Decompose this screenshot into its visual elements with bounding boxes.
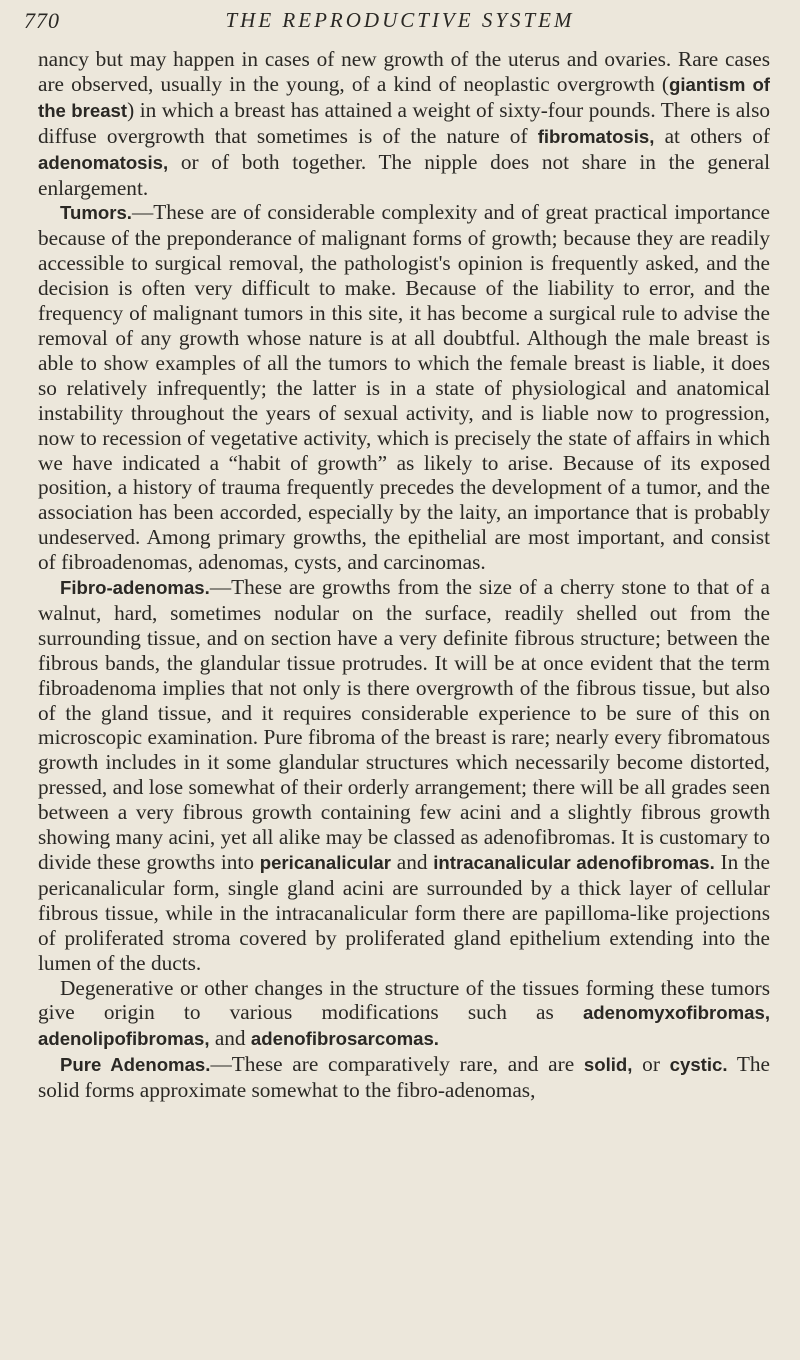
text-run: Degenerative or other changes in the structure of the tissues forming these tumors give origin to various modifications such as (38, 975, 770, 1025)
term-pericanalicular: pericanalicular (259, 852, 391, 873)
text-run: and (209, 1026, 251, 1051)
text-run: and (391, 850, 434, 874)
heading-pure-adenomas: Pure Adenomas. (60, 1054, 211, 1076)
text-run: The solid forms approximate somewhat to the fibro-adenomas, (38, 1052, 770, 1103)
text-run: ) in which a breast has attained a weight of sixty-four pounds. There is also diffuse overgrowth that sometimes is of the nature of (38, 97, 771, 148)
page-number: 770 (24, 8, 60, 33)
paragraph-tumors (38, 200, 770, 575)
text-run: —These are growths from the size of a cherry stone to that of a walnut, hard, sometimes nodular on the surface, readily shelled out from the surrounding tissue, and on section have a very definite fibrous structure; between the fibrous bands, the glandular tissue protrudes. It will be at once evident that the term fibroadenoma implies that not only is there overgrowth of the fibrous tissue, but also of the gland tissue, and it requires considerable experience to be sure of this on microscopic examination. Pure fibroma of the breast is rare; nearly every fibromatous growth includes in it some glandular structures which necessarily become distorted, pressed, and lose somewhat of their orderly arrangement; there will be all grades seen between a very fibrous growth containing few acini and a slightly fibrous growth showing many acini, yet all alike may be classed as adenofibromas. It is customary to divide these growths into (38, 575, 770, 874)
heading-tumors: Tumors. (60, 202, 132, 224)
term-cystic: cystic. (669, 1054, 728, 1076)
text-run: or (632, 1052, 670, 1077)
paragraph-fibro-adenomas (38, 575, 770, 976)
term-intracanalicular: intracanalicular adenofibromas. (433, 852, 715, 873)
text-run: nancy but may happen in cases of new growth of the uterus and ovaries. Rare cases are observed, usually in the young, of a kind of neoplastic overgrowth ( (38, 47, 770, 96)
paragraph-degenerative (38, 976, 770, 1053)
running-head: THE REPRODUCTIVE SYSTEM (225, 8, 575, 32)
term-giantism: giantism of the breast (38, 73, 771, 121)
paragraph-pure-adenomas (38, 1052, 770, 1103)
heading-fibro-adenomas: Fibro-adenomas. (60, 577, 210, 599)
text-run: at others of (654, 123, 770, 148)
term-fibromatosis: fibromatosis, (537, 125, 655, 147)
page-header (0, 6, 800, 46)
body-text (38, 47, 770, 1103)
text-run: —These are of considerable complexity and of great practical importance because of the preponderance of malignant forms of growth; because they are readily accessible to surgical removal, the pathologist's opinion is frequently asked, and the decision is often very difficult to make. Because of the liability to error, and the frequency of malignant tumors in this site, it has become a surgical rule to advise the removal of any growth whose nature is at all doubtful. Although the male breast is able to show examples of all the tumors to which the female breast is liable, it does so relatively infrequently; the latter is in a state of physiological and anatomical instability throughout the years of sexual activity, and is liable now to progression, now to recession of vegetative activity, which is precisely the state of affairs in which we have indicated a “habit of growth” as likely to arise. Because of its exposed position, a history of trauma frequently precedes the development of a tumor, and the association has been accorded, especially by the laity, an importance that is probably undeserved. Among primary growths, the epithelial are most important, and consist of fibroadenomas, adenomas, cysts, and carcinomas. (38, 200, 770, 575)
term-solid: solid, (583, 1054, 633, 1076)
term-adenomatosis: adenomatosis, (38, 151, 169, 173)
text-run: or of both together. The nipple does not share in the general enlargement. (38, 149, 770, 200)
text-run: —These are comparatively rare, and are (210, 1052, 584, 1077)
term-adenofibrosarcomas: adenofibrosarcomas. (250, 1028, 439, 1050)
text-run: In the pericanalicular form, single gland acini are surrounded by a thick layer of cellular fibrous tissue, while in the intracanalicular form there are papilloma-like projections of proliferated stroma covered by proliferated gland epithelium extending into the lumen of the ducts. (38, 850, 770, 975)
paragraph-giantism (38, 47, 770, 200)
term-adenomyxofibromas: adenomyxofibromas, adenolipofibromas, (38, 1002, 770, 1050)
